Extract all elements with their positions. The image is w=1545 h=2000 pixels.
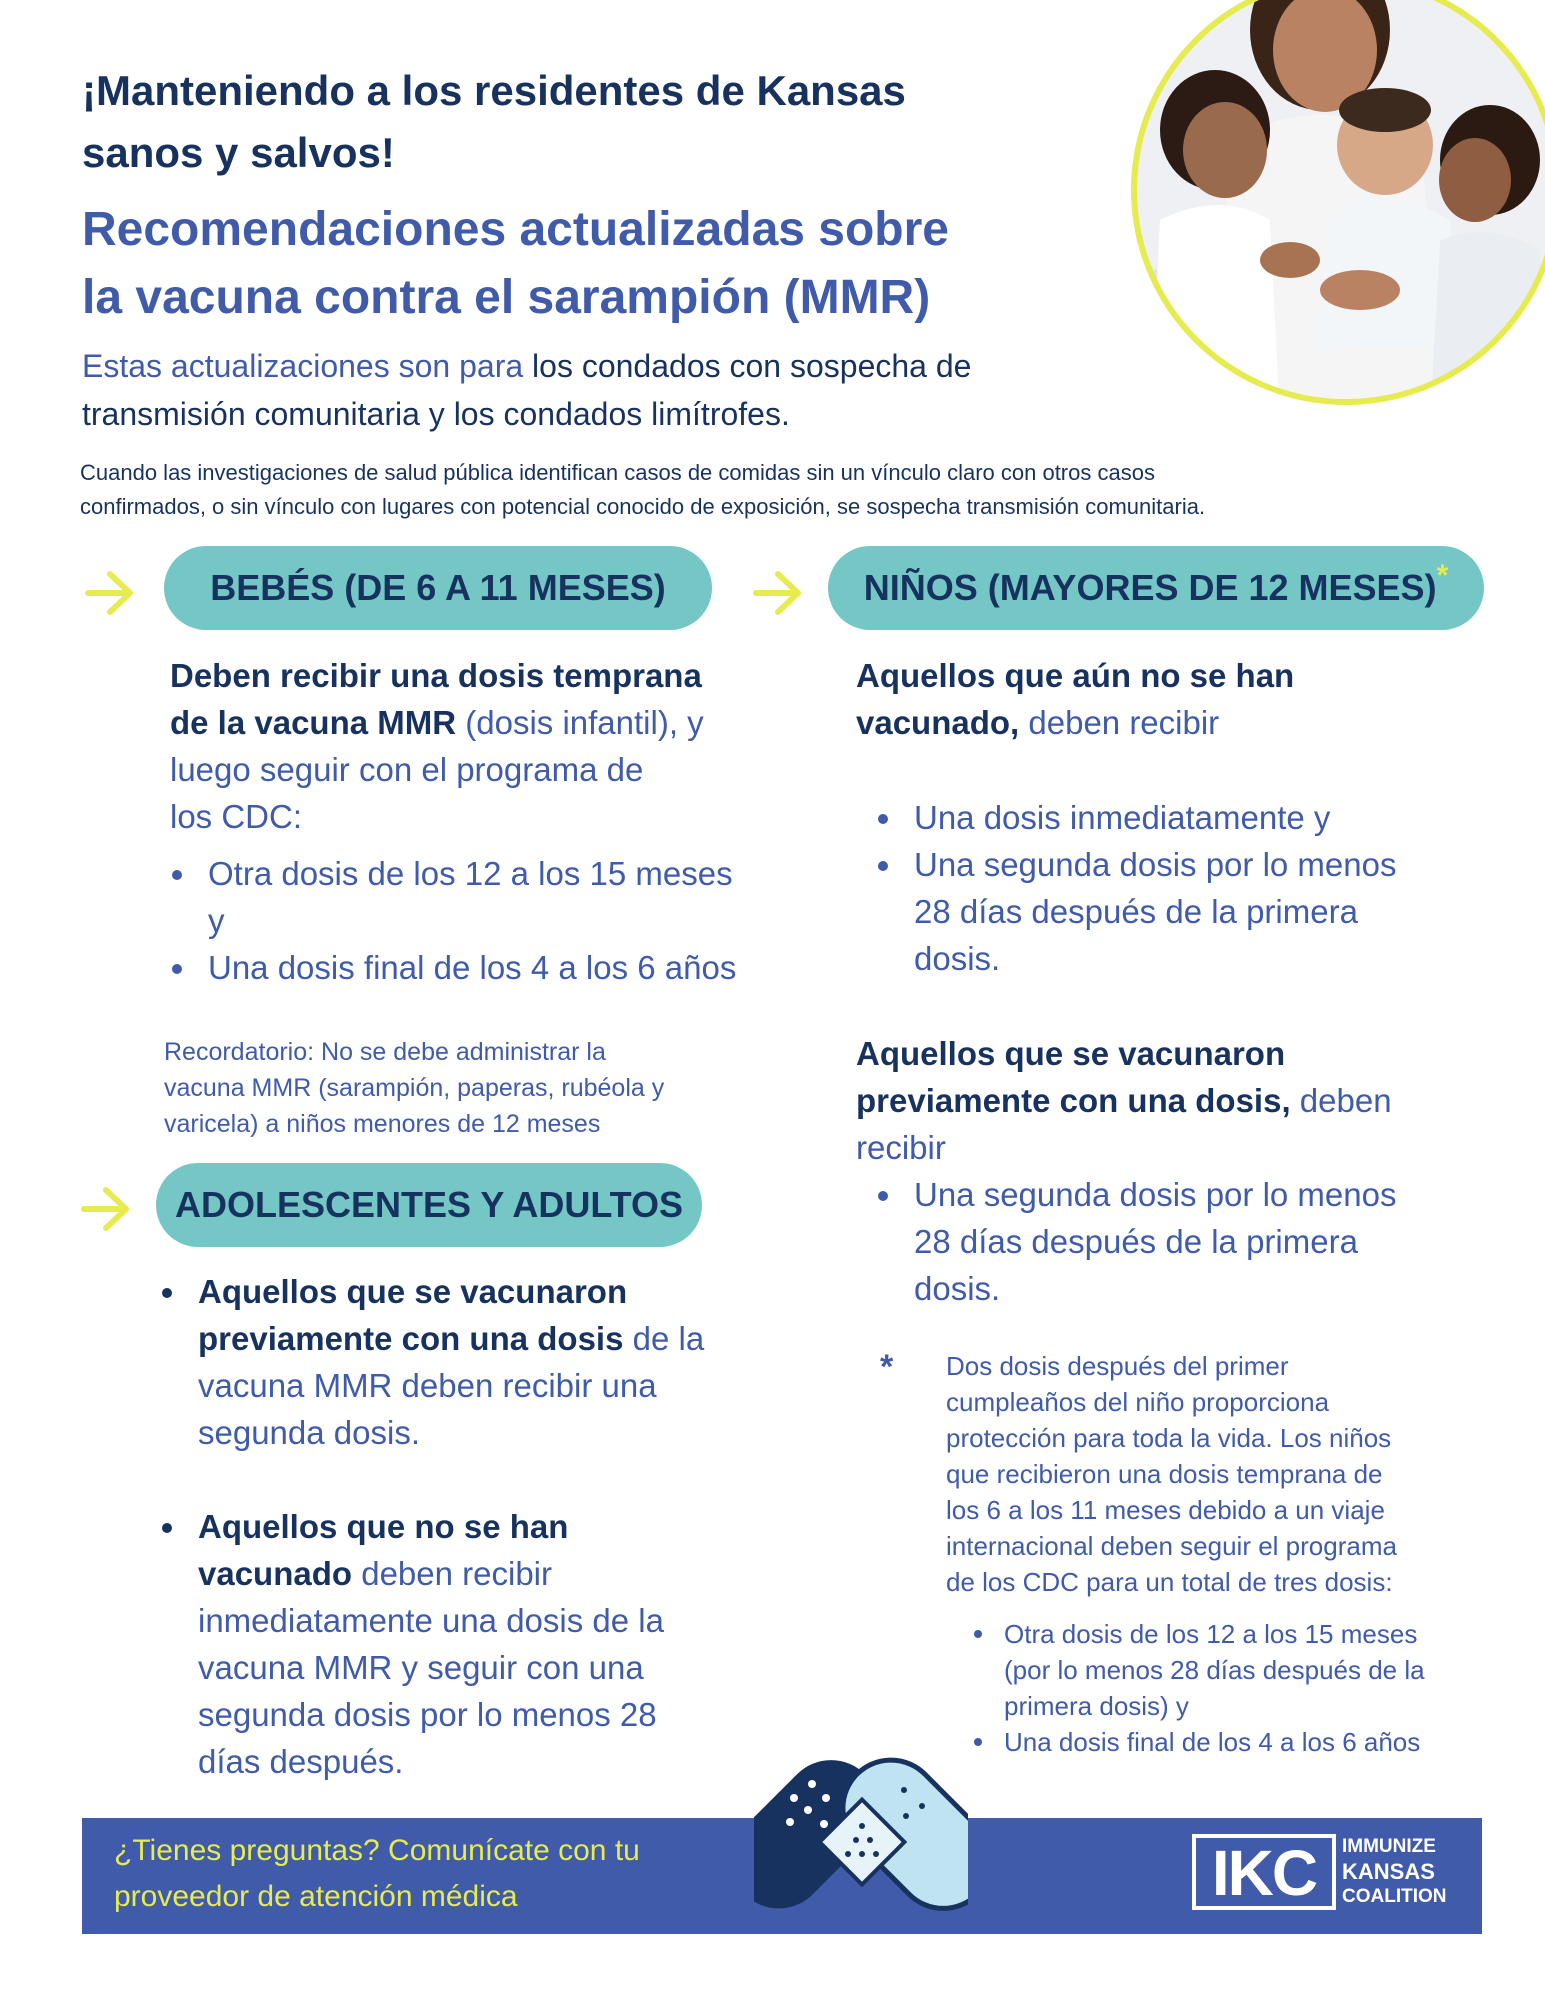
logo-line-2: KANSAS xyxy=(1342,1859,1435,1884)
unvax-rest: deben recibir xyxy=(1019,704,1220,741)
list-item xyxy=(160,1268,780,1456)
onedose-bullet-c: dosis. xyxy=(914,1270,1001,1307)
adults-b1-rest-2: vacuna MMR deben recibir una xyxy=(198,1367,657,1404)
page-subtitle xyxy=(82,196,1102,332)
intro-line-1: Cuando las investigaciones de salud pública identifican casos de comidas sin un vínculo claro con otros casos xyxy=(80,460,1155,485)
title-line-1: ¡Manteniendo a los residentes de Kansas xyxy=(82,67,906,114)
footnote-line-5: los 6 a los 11 meses debido a un viaje xyxy=(946,1495,1385,1525)
babies-rest-1: (dosis infantil), y xyxy=(456,704,704,741)
footnote-bullet-2: Una dosis final de los 4 a los 6 años xyxy=(1004,1727,1421,1757)
adults-b2-lead-1: Aquellos que no se han xyxy=(198,1508,569,1545)
adults-b1-lead-2: previamente con una dosis xyxy=(198,1320,624,1357)
reminder-line-3: varicela) a niños menores de 12 meses xyxy=(164,1110,601,1138)
onedose-lead-2: previamente con una dosis, xyxy=(856,1082,1291,1119)
babies-bullet-1b: y xyxy=(208,902,225,939)
unvax-bullet-2c: dosis. xyxy=(914,940,1001,977)
adults-b2-lead-2: vacunado xyxy=(198,1555,353,1592)
list-item xyxy=(972,1616,1492,1724)
children-unvax xyxy=(856,652,1456,746)
onedose-bullets xyxy=(876,1171,1476,1312)
footnote-bullet-1c: primera dosis) y xyxy=(1004,1691,1189,1721)
adults-pill: ADOLESCENTES Y ADULTOS xyxy=(156,1163,702,1247)
unvax-lead-2: vacunado, xyxy=(856,704,1020,741)
reminder-line-1: Recordatorio: No se debe administrar la xyxy=(164,1038,606,1066)
babies-rest-2: luego seguir con el programa de xyxy=(170,751,644,788)
ikc-logo-text xyxy=(1342,1834,1447,1909)
footnote-bullets xyxy=(972,1616,1492,1760)
babies-rest-3: los CDC: xyxy=(170,798,303,835)
list-item xyxy=(876,794,1476,841)
list-item xyxy=(170,944,790,991)
arrow-icon xyxy=(84,566,138,620)
babies-body xyxy=(170,652,770,840)
footer-line-1: ¿Tienes preguntas? Comunícate con tu xyxy=(114,1834,640,1867)
list-item xyxy=(876,1171,1476,1312)
list-item xyxy=(170,850,790,944)
title-line-2: sanos y salvos! xyxy=(82,129,395,176)
list-item xyxy=(972,1724,1492,1760)
adults-b1-rest-1: de la xyxy=(623,1320,705,1357)
adults-b2-rest-5: días después. xyxy=(198,1743,404,1780)
footnote-line-2: cumpleaños del niño proporciona xyxy=(946,1387,1330,1417)
unvax-bullets xyxy=(876,794,1476,982)
subtitle-line-1: Recomendaciones actualizadas sobre xyxy=(82,203,949,256)
ikc-logo xyxy=(1192,1824,1472,1924)
footnote-line-7: de los CDC para un total de tres dosis: xyxy=(946,1567,1393,1597)
babies-bullet-1a: Otra dosis de los 12 a los 15 meses xyxy=(208,855,733,892)
audience-plain: Estas actualizaciones son para xyxy=(82,348,533,384)
logo-line-3: COALITION xyxy=(1342,1886,1447,1907)
babies-lead-1: Deben recibir una dosis temprana xyxy=(170,657,702,694)
unvax-bullet-1: Una dosis inmediatamente y xyxy=(914,799,1331,836)
audience-bold-2: transmisión comunitaria y los condados limítrofes. xyxy=(82,396,790,432)
list-item xyxy=(160,1503,780,1785)
logo-line-1: IMMUNIZE xyxy=(1342,1836,1436,1857)
footnote-asterisk-icon: * xyxy=(880,1348,894,1386)
adults-b2-rest-1: deben recibir xyxy=(352,1555,552,1592)
footnote-bullet-1b: (por lo menos 28 días después de la xyxy=(1004,1655,1425,1685)
onedose-rest-1: deben xyxy=(1290,1082,1392,1119)
footnote-bullet-1a: Otra dosis de los 12 a los 15 meses xyxy=(1004,1619,1418,1649)
babies-bullets xyxy=(170,850,790,991)
babies-lead-2: de la vacuna MMR xyxy=(170,704,457,741)
unvax-bullet-2a: Una segunda dosis por lo menos xyxy=(914,846,1397,883)
arrow-icon xyxy=(752,566,806,620)
ikc-logo-mark: IKC xyxy=(1192,1834,1336,1910)
intro-paragraph xyxy=(80,456,1480,524)
audience-statement xyxy=(82,342,1142,438)
footnote-line-1: Dos dosis después del primer xyxy=(946,1351,1289,1381)
adults-b1-rest-3: segunda dosis. xyxy=(198,1414,420,1451)
onedose-bullet-b: 28 días después de la primera xyxy=(914,1223,1358,1260)
unvax-lead-1: Aquellos que aún no se han xyxy=(856,657,1295,694)
footnote-line-4: que recibieron una dosis temprana de xyxy=(946,1459,1383,1489)
heart-bandage-icon xyxy=(754,1728,968,1922)
footnote-line-6: internacional deben seguir el programa xyxy=(946,1531,1397,1561)
babies-reminder xyxy=(164,1034,764,1142)
intro-line-2: confirmados, o sin vínculo con lugares con potencial conocido de exposición, se sospecha transmisión comunitaria. xyxy=(80,494,1206,519)
asterisk-icon: * xyxy=(1436,559,1449,592)
list-item xyxy=(876,841,1476,982)
adults-b2-rest-4: segunda dosis por lo menos 28 xyxy=(198,1696,657,1733)
unvax-bullet-2b: 28 días después de la primera xyxy=(914,893,1358,930)
adults-b2-rest-2: inmediatamente una dosis de la xyxy=(198,1602,664,1639)
page-title xyxy=(82,60,1082,184)
babies-bullet-2: Una dosis final de los 4 a los 6 años xyxy=(208,949,737,986)
family-photo xyxy=(1120,0,1545,422)
babies-pill: BEBÉS (DE 6 A 11 MESES) xyxy=(164,546,712,630)
footnote-text xyxy=(946,1348,1486,1600)
adults-b2-rest-3: vacuna MMR y seguir con una xyxy=(198,1649,644,1686)
footer-line-2: proveedor de atención médica xyxy=(114,1880,518,1913)
footer-question xyxy=(114,1828,794,1920)
subtitle-line-2: la vacuna contra el sarampión (MMR) xyxy=(82,271,931,324)
children-pill-label: NIÑOS (MAYORES DE 12 MESES) xyxy=(863,567,1437,608)
children-onedose xyxy=(856,1030,1476,1171)
footnote-line-3: protección para toda la vida. Los niños xyxy=(946,1423,1392,1453)
adults-bullets xyxy=(160,1268,780,1785)
reminder-line-2: vacuna MMR (sarampión, paperas, rubéola y xyxy=(164,1074,665,1102)
audience-bold-1: los condados con sospecha de xyxy=(532,348,972,384)
children-pill xyxy=(828,546,1484,630)
onedose-bullet-a: Una segunda dosis por lo menos xyxy=(914,1176,1397,1213)
adults-b1-lead-1: Aquellos que se vacunaron xyxy=(198,1273,628,1310)
onedose-lead-1: Aquellos que se vacunaron xyxy=(856,1035,1286,1072)
onedose-rest-2: recibir xyxy=(856,1129,946,1166)
arrow-icon xyxy=(80,1182,134,1236)
